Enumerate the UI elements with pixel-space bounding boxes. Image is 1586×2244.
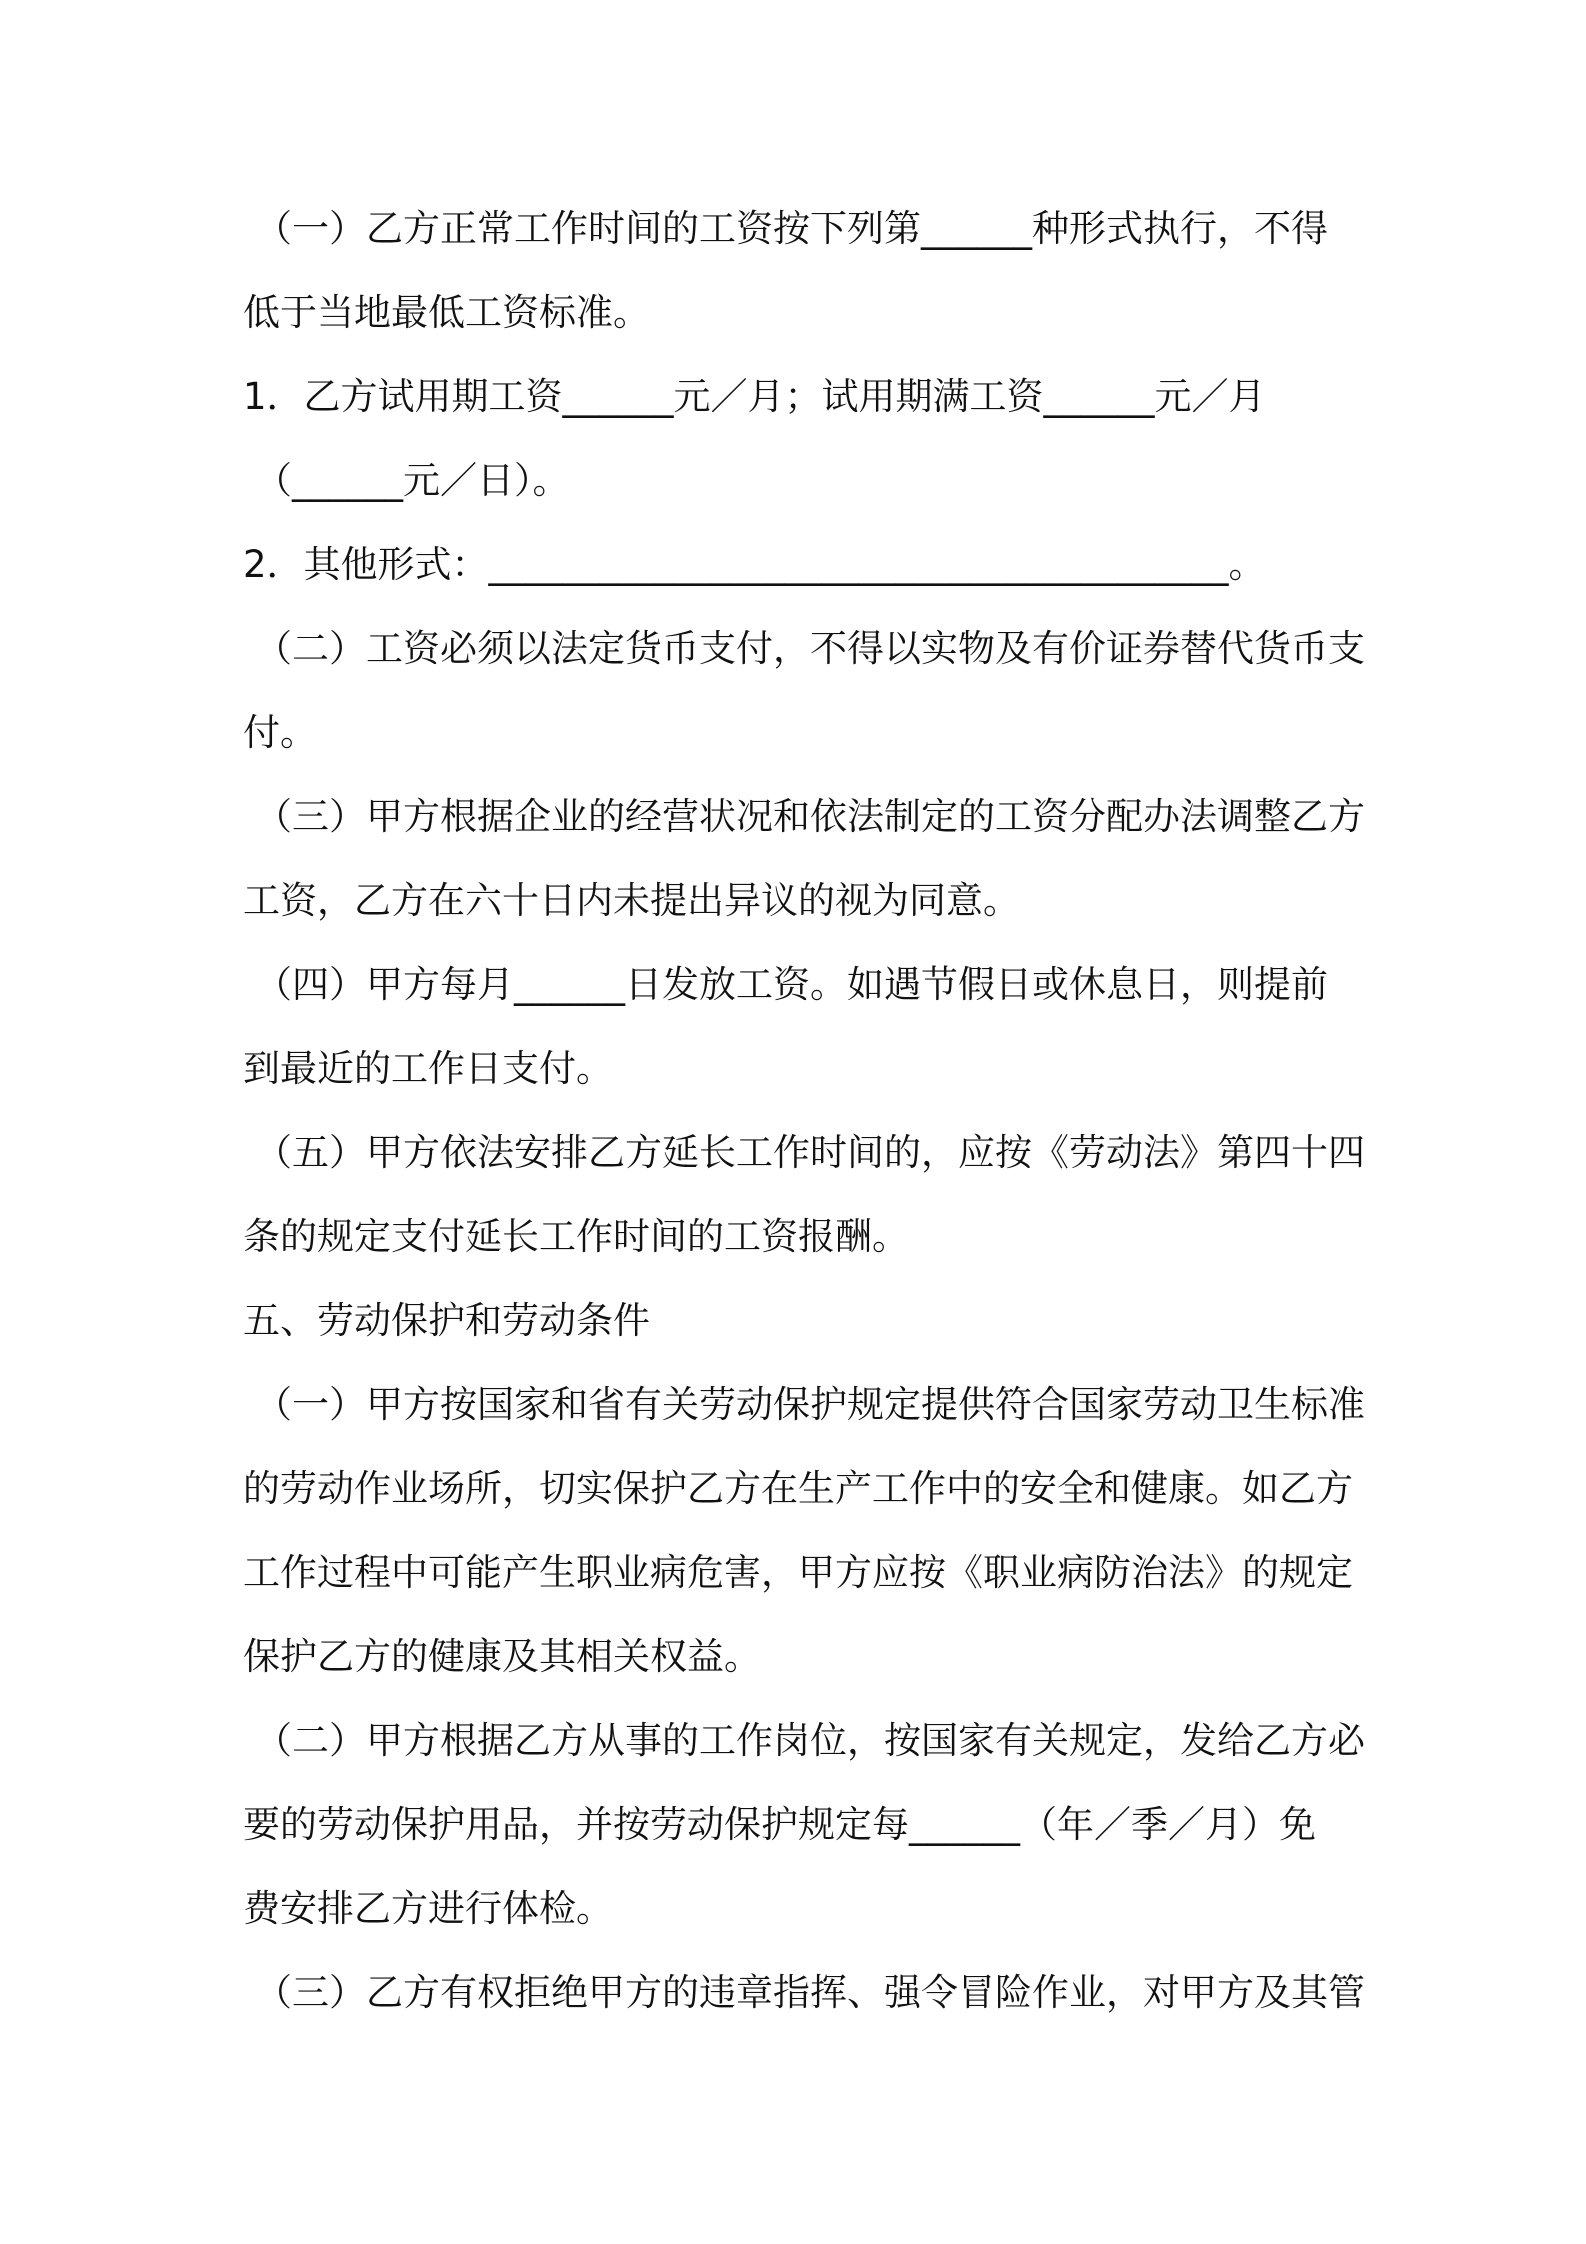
paragraph-line: （五）甲方依法安排乙方延长工作时间的，应按《劳动法》第四十四 xyxy=(255,1131,1365,1174)
paragraph-line: 到最近的工作日支付。 xyxy=(243,1047,613,1090)
paragraph-line: 的劳动作业场所，切实保护乙方在生产工作中的安全和健康。如乙方 xyxy=(243,1467,1353,1510)
paragraph-line: 条的规定支付延长工作时间的工资报酬。 xyxy=(243,1215,909,1258)
paragraph-line: （二）工资必须以法定货币支付，不得以实物及有价证券替代货币支 xyxy=(255,627,1365,670)
paragraph-line: （______元／日）。 xyxy=(255,459,570,502)
paragraph-line: 保护乙方的健康及其相关权益。 xyxy=(243,1635,761,1678)
paragraph-line: （四）甲方每月______日发放工资。如遇节假日或休息日，则提前 xyxy=(255,963,1328,1006)
paragraph-line: （三）乙方有权拒绝甲方的违章指挥、强令冒险作业，对甲方及其管 xyxy=(255,1971,1365,2014)
paragraph-line: （一）乙方正常工作时间的工资按下列第______种形式执行，不得 xyxy=(255,207,1328,250)
paragraph-line: 费安排乙方进行体检。 xyxy=(243,1887,613,1930)
paragraph-line: （三）甲方根据企业的经营状况和依法制定的工资分配办法调整乙方 xyxy=(255,795,1365,838)
paragraph-line: （一）甲方按国家和省有关劳动保护规定提供符合国家劳动卫生标准 xyxy=(255,1383,1365,1426)
paragraph-line: 工作过程中可能产生职业病危害，甲方应按《职业病防治法》的规定 xyxy=(243,1551,1353,1594)
paragraph-line: 要的劳动保护用品，并按劳动保护规定每______（年／季／月）免 xyxy=(243,1803,1316,1846)
section-heading: 五、劳动保护和劳动条件 xyxy=(243,1299,650,1342)
paragraph-line: 工资，乙方在六十日内未提出异议的视为同意。 xyxy=(243,879,1020,922)
paragraph-line: 低于当地最低工资标准。 xyxy=(243,291,650,334)
paragraph-line: 1．乙方试用期工资______元／月；试用期满工资______元／月 xyxy=(243,375,1266,418)
paragraph-line: 2．其他形式：________________________________________。 xyxy=(243,543,1266,586)
paragraph-line: （二）甲方根据乙方从事的工作岗位，按国家有关规定，发给乙方必 xyxy=(255,1719,1365,1762)
paragraph-line: 付。 xyxy=(243,711,317,754)
